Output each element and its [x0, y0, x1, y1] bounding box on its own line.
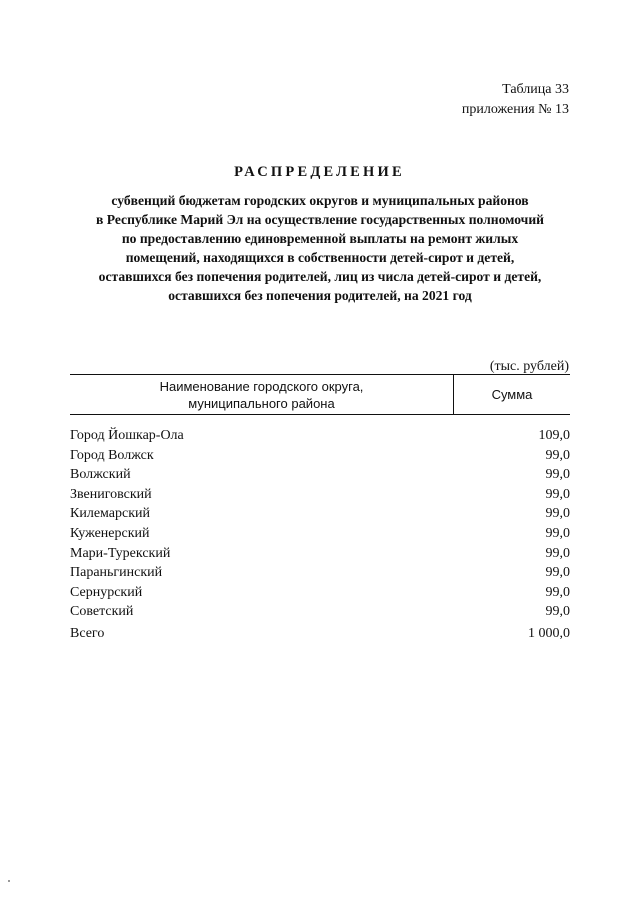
table-row	[70, 446, 570, 466]
row-sum: 99,0	[545, 565, 570, 581]
subtitle-line: оставшихся без попечения родителей, лиц из числа детей-сирот и детей,	[98, 269, 542, 284]
row-name: Город Волжск	[70, 447, 154, 463]
row-name: Мари-Турекский	[70, 545, 171, 561]
row-sum: 99,0	[545, 467, 570, 483]
table-row	[70, 465, 570, 485]
table-row	[70, 602, 570, 622]
row-name: Звениговский	[70, 486, 152, 502]
row-sum: 99,0	[545, 525, 570, 541]
row-sum: 99,0	[545, 506, 570, 522]
row-sum: 99,0	[545, 447, 570, 463]
table-row	[70, 563, 570, 583]
document-subtitle	[70, 191, 570, 305]
table-row	[70, 485, 570, 505]
header-name-column	[70, 375, 454, 414]
total-row	[70, 624, 570, 644]
table-row	[70, 544, 570, 564]
row-name: Килемарский	[70, 506, 151, 522]
subtitle-line: в Республике Марий Эл на осуществление государственных полномочий	[95, 212, 544, 227]
row-name: Параньгинский	[70, 565, 163, 581]
subtitle-line: по предоставлению единовременной выплаты на ремонт жилых	[121, 231, 519, 246]
row-sum: 99,0	[545, 584, 570, 600]
table-body	[70, 426, 570, 622]
appendix-number: приложения № 13	[461, 102, 569, 117]
row-name: Город Йошкар-Ола	[70, 428, 184, 443]
header-sum-column: Сумма	[491, 387, 533, 402]
subtitle-line: субвенций бюджетам городских округов и муниципальных районов	[111, 193, 529, 208]
row-name: Сернурский	[70, 584, 143, 600]
subtitle-line: помещений, находящихся в собственности детей-сирот и детей,	[125, 250, 515, 265]
table-number: Таблица 33	[502, 82, 569, 97]
row-sum: 99,0	[545, 545, 570, 561]
row-name: Советский	[70, 604, 134, 620]
row-name: Куженерский	[70, 525, 150, 541]
table-row	[70, 426, 570, 446]
table-header	[70, 374, 570, 415]
row-sum: 109,0	[538, 428, 570, 443]
header-name-line: Наименование городского округа,	[159, 378, 364, 394]
table-row	[70, 583, 570, 603]
distribution-table	[70, 374, 570, 641]
row-sum: 99,0	[545, 486, 570, 502]
document-title: РАСПРЕДЕЛЕНИЕ	[234, 164, 405, 180]
table-row	[70, 524, 570, 544]
total-sum: 1 000,0	[528, 626, 570, 641]
subtitle-line: оставшихся без попечения родителей, на 2021 год	[168, 288, 472, 303]
table-reference	[462, 80, 569, 120]
header-name-line: муниципального района	[188, 395, 335, 411]
row-name: Волжский	[70, 467, 131, 483]
scan-speck	[8, 880, 10, 882]
total-label: Всего	[70, 626, 105, 641]
units-label: (тыс. рублей)	[489, 359, 569, 374]
row-sum: 99,0	[545, 604, 570, 620]
table-row	[70, 504, 570, 524]
